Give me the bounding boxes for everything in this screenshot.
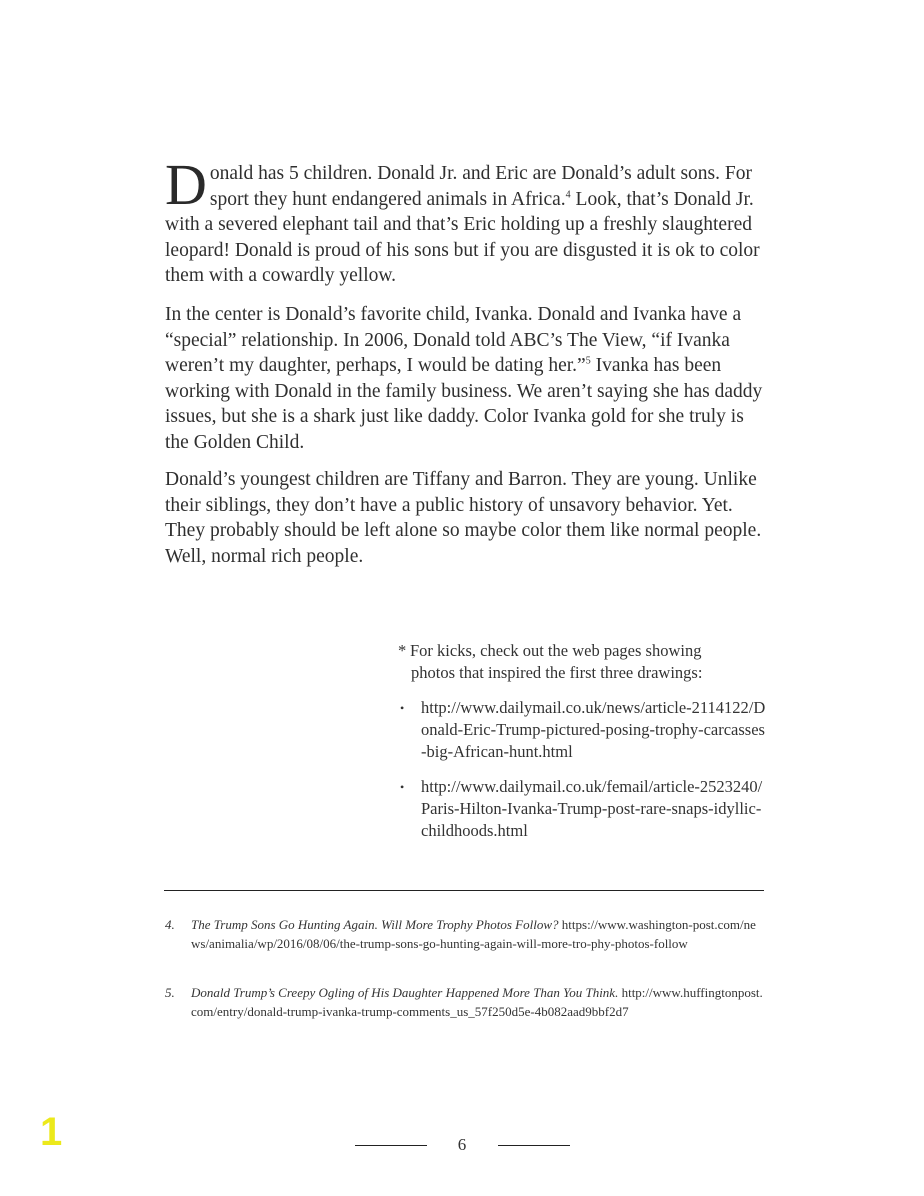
- footnote-url[interactable]: http://www.huffingtonpost.com/entry/donald-trump-ivanka-trump-comments_us_57f250d5e-4b082aad9bbf2d7: [191, 985, 763, 1019]
- bullet-icon: •: [400, 701, 405, 715]
- sidenote-link-item: [398, 697, 778, 763]
- bullet-icon: •: [400, 780, 405, 794]
- footnote-body: [191, 984, 765, 1021]
- footnote-5: [165, 984, 765, 1021]
- paragraph-youngest-text: Donald’s youngest children are Tiffany and Barron. They are young. Unlike their siblings, they don’t have a public history of unsavory behavior. Yet. They probably should be left alone so maybe color them like normal people. Well, normal rich people.: [165, 469, 762, 567]
- sidenote-link-item: [398, 776, 778, 842]
- drop-cap: D: [165, 152, 207, 217]
- page-number-rule-right: [498, 1145, 570, 1146]
- corner-mark: 1: [40, 1110, 63, 1154]
- footnote-4: [165, 916, 765, 953]
- paragraph-ivanka: [165, 302, 765, 455]
- sidenote-link-1[interactable]: http://www.dailymail.co.uk/news/article-2114122/Donald-Eric-Trump-pictured-posing-trophy-carcasses-big-African-hunt.html: [421, 698, 766, 761]
- paragraph-youngest: [165, 467, 765, 569]
- footnote-url[interactable]: https://www.washington-post.com/news/animalia/wp/2016/08/06/the-trump-sons-go-hunting-again-will-more-tro-phy-photos-follow: [191, 917, 756, 951]
- footnote-title: The Trump Sons Go Hunting Again. Will More Trophy Photos Follow?: [191, 917, 559, 932]
- sidenote-line-1: For kicks, check out the web pages showing: [410, 641, 702, 660]
- footnote-divider: [164, 890, 764, 891]
- paragraph-sons-text-b: Look, that’s Donald Jr. with a severed elephant tail and that’s Eric holding up a freshly slaughtered leopard! Donald is proud of his sons but if you are disgusted it is ok to color them with a cowardly yellow.: [165, 188, 760, 286]
- footnote-ref-4[interactable]: 4: [565, 189, 571, 200]
- asterisk-marker: *: [398, 641, 407, 660]
- footnote-number: 5.: [165, 985, 175, 1000]
- footnote-ref-5[interactable]: 5: [585, 355, 591, 367]
- page-number: 6: [457, 1135, 467, 1154]
- sidenote-line-2: photos that inspired the first three drawings:: [411, 663, 703, 682]
- sidenote-link-2[interactable]: http://www.dailymail.co.uk/femail/article-2523240/Paris-Hilton-Ivanka-Trump-post-rare-snaps-idyllic-childhoods.html: [421, 777, 763, 840]
- sidenote: [398, 640, 778, 842]
- sidenote-intro: [398, 640, 778, 684]
- paragraph-ivanka-text-b: Ivanka has been working with Donald in the family business. We aren’t saying she has daddy issues, but she is a shark just like daddy. Color Ivanka gold for she truly is the Golden Child.: [165, 355, 763, 453]
- footnote-body: [191, 916, 765, 953]
- paragraph-sons-text-a: onald has 5 children. Donald Jr. and Eric are Donald’s adult sons. For sport they hunt endangered animals in Africa.: [209, 163, 752, 210]
- paragraph-ivanka-text-a: In the center is Donald’s favorite child, Ivanka. Donald and Ivanka have a “special” relationship. In 2006, Donald told ABC’s The View, “if Ivanka weren’t my daughter, perhaps, I would be dating her.”: [165, 304, 742, 376]
- footnote-number: 4.: [165, 917, 175, 932]
- paragraph-sons: [165, 152, 765, 289]
- footnote-title: Donald Trump’s Creepy Ogling of His Daughter Happened More Than You Think.: [191, 985, 619, 1000]
